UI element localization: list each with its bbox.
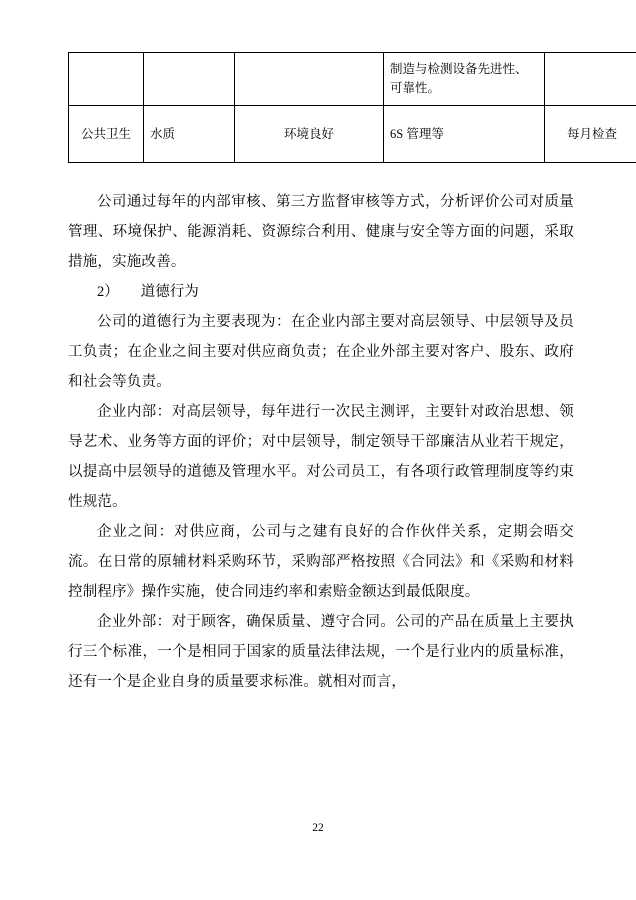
table-cell-target — [235, 53, 384, 106]
table-cell-target: 环境良好 — [235, 106, 384, 163]
table-cell-item: 水质 — [144, 106, 235, 163]
requirements-table — [68, 52, 636, 163]
body-text — [68, 187, 574, 697]
list-item — [68, 277, 574, 307]
page-number: 22 — [312, 822, 324, 834]
paragraph: 企业内部：对高层领导，每年进行一次民主测评，主要针对政治思想、领导艺术、业务等方面的评价；对中层领导，制定领导干部廉洁从业若干规定，以提高中层领导的道德及管理水平。对公司员工，有各项行政管理制度等约束性规范。 — [68, 404, 574, 510]
table-cell-detail: 6S 管理等 — [384, 106, 545, 163]
table-cell-category: 公共卫生 — [69, 106, 144, 163]
table-cell-frequency — [545, 53, 636, 106]
paragraph: 企业外部：对于顾客，确保质量、遵守合同。公司的产品在质量上主要执行三个标准，一个是相同于国家的质量法律法规，一个是行业内的质量标准，还有一个是企业自身的质量要求标准。就相对而言， — [68, 614, 574, 690]
table-row — [69, 106, 636, 163]
table-cell-item — [144, 53, 235, 106]
list-item-label: 道德行为 — [140, 284, 199, 300]
list-item-number: 2） — [97, 284, 119, 300]
page-content — [68, 52, 617, 697]
paragraph: 公司通过每年的内部审核、第三方监督审核等方式，分析评价公司对质量管理、环境保护、能源消耗、资源综合利用、健康与安全等方面的问题，采取措施，实施改善。 — [68, 194, 574, 270]
table-cell-detail: 制造与检测设备先进性、可靠性。 — [384, 53, 545, 106]
table-cell-frequency: 每月检查 — [545, 106, 636, 163]
table-cell-category — [69, 53, 144, 106]
paragraph: 企业之间：对供应商，公司与之建有良好的合作伙伴关系，定期会晤交流。在日常的原辅材料采购环节，采购部严格按照《合同法》和《采购和材料控制程序》操作实施，使合同违约率和索赔金额达到最低限度。 — [68, 524, 574, 600]
table-row — [69, 53, 636, 106]
paragraph: 公司的道德行为主要表现为：在企业内部主要对高层领导、中层领导及员工负责；在企业之间主要对供应商负责；在企业外部主要对客户、股东、政府和社会等负责。 — [68, 314, 574, 390]
